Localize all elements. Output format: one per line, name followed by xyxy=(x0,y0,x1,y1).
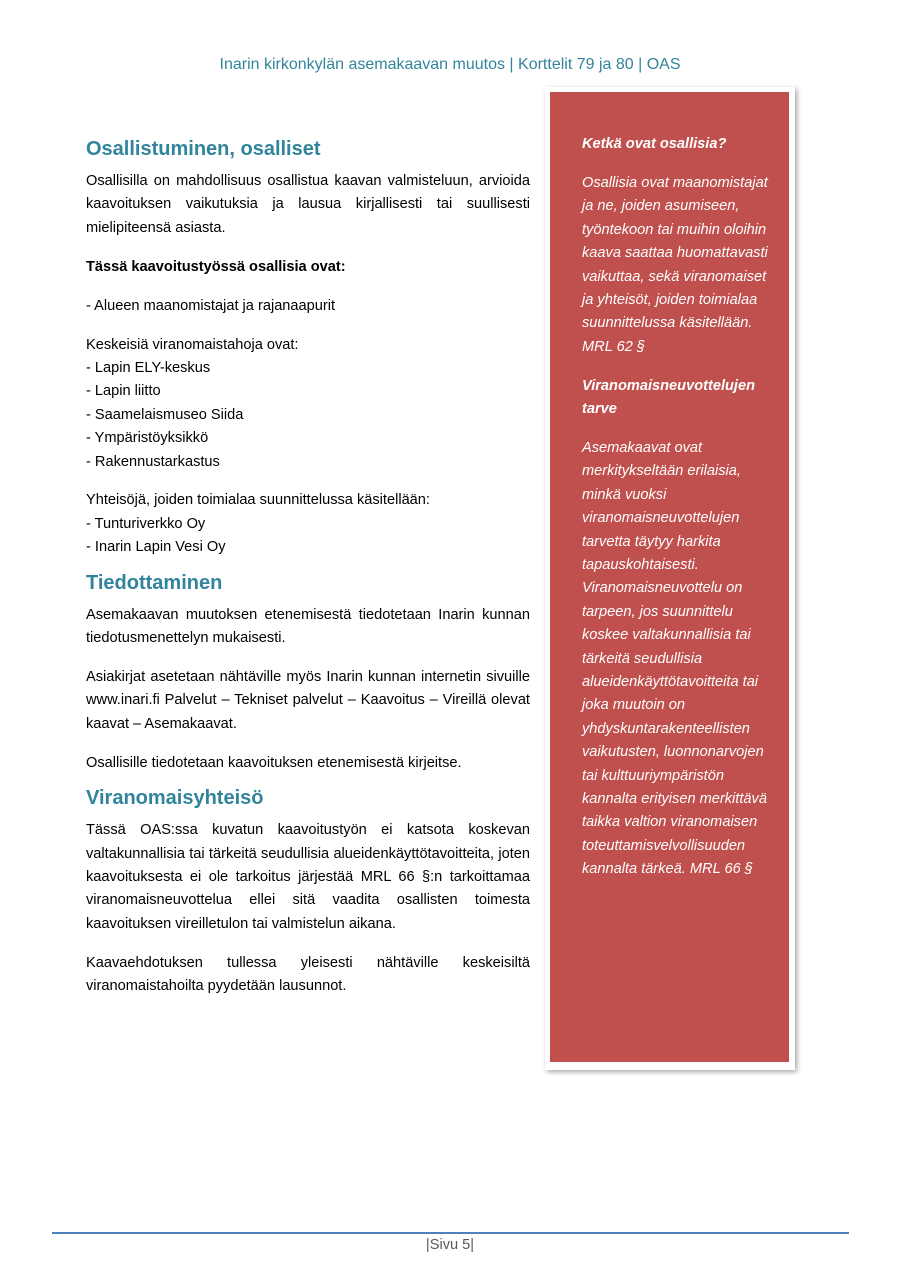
list-item: - Inarin Lapin Vesi Oy xyxy=(86,539,226,556)
sidebar-answer: Osallisia ovat maanomistajat ja ne, joiden asumiseen, työntekoon tai muihin oloihin kaava saattaa huomattavasti vaikuttaa, sekä viranomaiset ja yhteisöt, joiden toimialaa suunnittelussa käsitellään. MRL 62 § xyxy=(582,174,768,355)
sidebar-question: Viranomaisneuvottelujen tarve xyxy=(582,377,756,418)
sidebar-content xyxy=(582,133,768,897)
bold-paragraph: Tässä kaavoitustyössä osallisia ovat: xyxy=(86,258,346,275)
paragraph: Asemakaavan muutoksen etenemisestä tiedotetaan Inarin kunnan tiedotusmenettelyn mukaisesti. xyxy=(86,606,530,647)
communities-intro: Yhteisöjä, joiden toimialaa suunnittelussa käsitellään: xyxy=(86,492,430,509)
section-heading-information: Tiedottaminen xyxy=(86,571,223,594)
authorities-list xyxy=(86,357,530,474)
list-item: - Tunturiverkko Oy xyxy=(86,515,206,532)
page-header: Inarin kirkonkylän asemakaavan muutos | Korttelit 79 ja 80 | OAS xyxy=(219,56,681,73)
paragraph: Kaavaehdotuksen tullessa yleisesti nähtäville keskeisiltä viranomaistahoilta pyydetään lausunnot. xyxy=(86,954,530,995)
list-item: - Saamelaismuseo Siida xyxy=(86,406,244,423)
list-item: - Lapin liitto xyxy=(86,383,161,400)
footer-rule xyxy=(52,1232,849,1234)
section-heading-participation: Osallistuminen, osalliset xyxy=(86,138,321,160)
section-heading-authority: Viranomaisyhteisö xyxy=(86,787,264,810)
main-content xyxy=(86,136,530,1014)
paragraph: Asiakirjat asetetaan nähtäville myös Inarin kunnan internetin sivuille www.inari.fi Palvelut – Tekniset palvelut – Kaavoitus – Vireillä olevat kaavat – Asemakaavat. xyxy=(86,669,530,732)
list-item: - Lapin ELY-keskus xyxy=(86,359,211,376)
paragraph: Osallisille tiedotetaan kaavoituksen etenemisestä kirjeitse. xyxy=(86,754,462,771)
list-item: - Ympäristöyksikkö xyxy=(86,430,209,447)
page-number: |Sivu 5| xyxy=(425,1237,475,1253)
sidebar-question: Ketkä ovat osallisia? xyxy=(582,136,727,152)
paragraph: Tässä OAS:ssa kuvatun kaavoitustyön ei katsota koskevan valtakunnallisia tai tärkeitä seudullisia alueidenkäyttötavoitteita, joten kaavoituksesta ei ole tarkoitus järjestää MRL 66 §:n tarkoittamaa viranomaisneuvottelua ellei sitä vaadita osallisten toimesta kaavoituksen vireilletulon tai valmistelun aikana. xyxy=(86,822,530,932)
list-item: - Rakennustarkastus xyxy=(86,453,220,470)
communities-list xyxy=(86,513,530,560)
sidebar-answer: Asemakaavat ovat merkitykseltään erilaisia, minkä vuoksi viranomaisneuvottelujen tarvetta täytyy harkita tapauskohtaisesti. Viranomaisneuvottelu on tarpeen, jos suunnittelu koskee valtakunnallisia tai tärkeitä seudullisia alueidenkäyttötavoitteita tai joka muutoin on yhdyskuntarakenteellisten vaikutusten, luonnonarvojen tai kulttuuriympäristön kannalta erityisen merkittävä taikka valtion viranomaisen toteuttamisvelvollisuuden kannalta tärkeä. MRL 66 § xyxy=(582,439,767,878)
paragraph: Osallisilla on mahdollisuus osallistua kaavan valmisteluun, arvioida kaavoituksen vaikutuksia ja lausua kirjallisesti tai suullisesti mielipiteensä asiasta. xyxy=(86,173,530,236)
paragraph: - Alueen maanomistajat ja rajanaapurit xyxy=(86,297,336,314)
authorities-intro: Keskeisiä viranomaistahoja ovat: xyxy=(86,336,299,353)
